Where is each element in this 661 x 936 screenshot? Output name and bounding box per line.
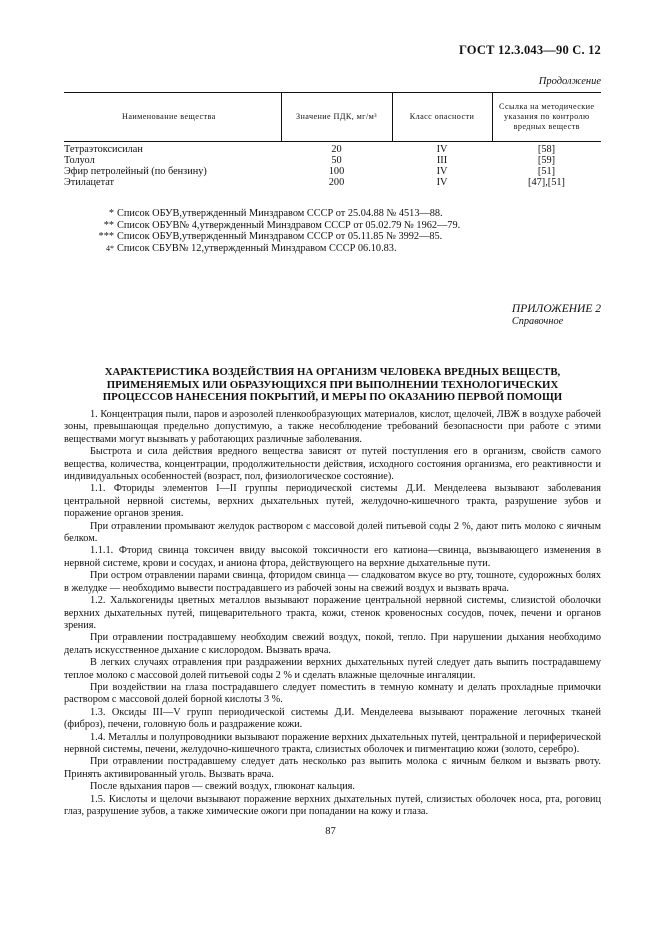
method-ref: [58] <box>537 144 556 155</box>
method-ref: [47],[51] <box>528 177 565 188</box>
footnote-text: Список ОБУВ,утвержденный Минздравом СССР от 05.11.85 № 3992—85. <box>117 231 443 243</box>
title-line: ПРИМЕНЯЕМЫХ ИЛИ ОБРАЗУЮЩИХСЯ ПРИ ВЫПОЛНЕНИИ ТЕХНОЛОГИЧЕСКИХ <box>106 378 559 391</box>
substance-name: Этилацетат <box>64 177 115 188</box>
column-header: Ссылка на методические указания по контролю вредных веществ <box>492 93 601 142</box>
paragraph: При отравлении пострадавшему следует дать несколько раз выпить молока с яичным белком и вызвать рвоту. Принять активированный уголь. Вызвать врача. <box>64 756 601 780</box>
continuation-label: Продолжение <box>538 76 601 87</box>
substance-name: Эфир петролейный (по бензину) <box>64 166 207 177</box>
column-header: Значение ПДК, мг/м³ <box>281 93 392 142</box>
column-header: Класс опасности <box>392 93 492 142</box>
paragraph: При отравлении пострадавшему необходим свежий воздух, покой, тепло. При нарушении дыхания необходимо делать искусственное дыхание с кислородом. Вызвать врача. <box>64 632 601 656</box>
section-title <box>64 366 601 404</box>
footnote <box>86 220 460 232</box>
paragraph: 1.5. Кислоты и щелочи вызывают поражение верхних дыхательных путей, слизистых оболочек носа, рта, роговиц глаз, разрушение зубов, а также химические ожоги при попадании на кожу и глаза. <box>64 793 601 817</box>
title-line: ХАРАКТЕРИСТИКА ВОЗДЕЙСТВИЯ НА ОРГАНИЗМ ЧЕЛОВЕКА ВРЕДНЫХ ВЕЩЕСТВ, <box>104 366 561 378</box>
footnotes <box>86 208 460 254</box>
paragraph: 1. Концентрация пыли, паров и аэрозолей пленкообразующих материалов, кислот, щелочей, ЛВЖ в воздухе рабочей зоны, превышающая предельно допустимую, а также несоблюдение требований безопасности при работе с этими веществами могут вызывать у работающих различные заболевания. <box>64 409 601 445</box>
footnote-text: Список ОБУВ№ 4,утвержденный Минздравом СССР от 05.02.79 № 1962—79. <box>117 219 461 231</box>
body-text <box>64 409 601 818</box>
substances-table <box>64 92 601 188</box>
paragraph: 1.2. Халькогениды цветных металлов вызывают поражение центральной нервной системы, слизистой оболочки верхних дыхательных путей, пищеварительного тракта, кожи, стенок кровеносных сосудов, почек, печени и органов зрения. <box>64 595 601 631</box>
footnote-mark: 4* <box>106 243 114 253</box>
pdk-value: 200 <box>328 177 345 188</box>
title-line: ПРОЦЕССОВ НАНЕСЕНИЯ ПОКРЫТИЙ, И МЕРЫ ПО ОКАЗАНИЮ ПЕРВОЙ ПОМОЩИ <box>102 391 563 403</box>
paragraph: 1.3. Оксиды III—V групп периодической системы Д.И. Менделеева вызывают поражение легочных тканей (фиброз), печени, головную боль и раздражение кожи. <box>64 706 601 731</box>
footnote-mark: *** <box>98 231 114 243</box>
paragraph: При воздействии на глаза пострадавшего следует поместить в темную комнату и делать прохладные примочки раствором с массовой долей борной кислоты 3 %. <box>64 681 601 706</box>
footnote-text: Список СБУВ№ 12,утвержденный Минздравом СССР 06.10.83. <box>117 242 397 254</box>
pdk-value: 100 <box>328 166 345 177</box>
paragraph: Быстрота и сила действия вредного вещества зависят от путей поступления его в организм, свойств самого вещества, количества, концентрации, продолжительности действия, исходного состояния организма, его реактивности и индивидуальных особенностей (возраст, пол, физиологическое состояние). <box>64 446 601 483</box>
paragraph: 1.4. Металлы и полупроводники вызывают поражение верхних дыхательных путей, центральной и периферической нервной системы, печени, желудочно-кишечного тракта, слизистых оболочек и пигментацию кожи (золото, серебро). <box>64 731 601 755</box>
footnote <box>86 243 460 255</box>
paragraph: В легких случаях отравления при раздражении верхних дыхательных путей следует дать выпить пострадавшему теплое молоко с массовой долей питьевой соды 2 % и сделать влажные щелочные ингаляции. <box>64 657 601 681</box>
hazard-class: IV <box>436 177 448 188</box>
hazard-class: IV <box>436 144 448 155</box>
method-ref: [51] <box>537 166 556 177</box>
table-row <box>64 177 601 188</box>
table-row <box>64 155 601 166</box>
table-row <box>64 166 601 177</box>
substance-name: Толуол <box>64 155 95 166</box>
page-header: ГОСТ 12.3.043—90 С. 12 <box>458 43 601 57</box>
footnote <box>86 231 460 243</box>
substance-name: Тетраэтоксисилан <box>64 144 143 155</box>
paragraph: После вдыхания паров — свежий воздух, глюконат кальция. <box>90 781 355 793</box>
hazard-class: III <box>436 155 448 166</box>
footnote <box>86 208 460 220</box>
paragraph: 1.1. Фториды элементов I—II группы периодической системы Д.И. Менделеева вызывают заболевания центральной нервной системы, верхних дыхательных путей, желудочно-кишечного тракта, разрушение зубов и поражение органов зрения. <box>64 483 601 520</box>
pdk-value: 50 <box>331 155 342 166</box>
paragraph: При остром отравлении парами свинца, фторидом свинца — сладковатом вкусе во рту, тошноте, судорожных болях в желудке — необходимо вывести пострадавшего из рабочей зоны на свежий воздух и вызвать врача. <box>64 570 601 594</box>
footnote-mark: ** <box>103 219 114 231</box>
appendix-label <box>512 303 601 329</box>
footnote-mark: * <box>108 208 114 219</box>
paragraph: При отравлении промывают желудок раствором с массовой долей питьевой соды 2 %, дают пить молоко с яичным белком. <box>64 520 601 545</box>
appendix-title: ПРИЛОЖЕНИЕ 2 <box>511 303 601 315</box>
paragraph: 1.1.1. Фторид свинца токсичен ввиду высокой токсичности его катиона—свинца, вызывающего изменения в нервной системе, крови и сосудах, и аниона фтора, действующего на верхние дыхательные пути. <box>64 545 601 569</box>
method-ref: [59] <box>537 155 556 166</box>
pdk-value: 20 <box>331 144 342 155</box>
page-number: 87 <box>325 826 336 837</box>
appendix-subtitle: Справочное <box>511 316 564 328</box>
table-row <box>64 142 601 156</box>
hazard-class: IV <box>436 166 448 177</box>
footnote-text: Список ОБУВ,утвержденный Минздравом СССР от 25.04.88 № 4513—88. <box>117 208 443 219</box>
column-header: Наименование вещества <box>64 93 281 142</box>
